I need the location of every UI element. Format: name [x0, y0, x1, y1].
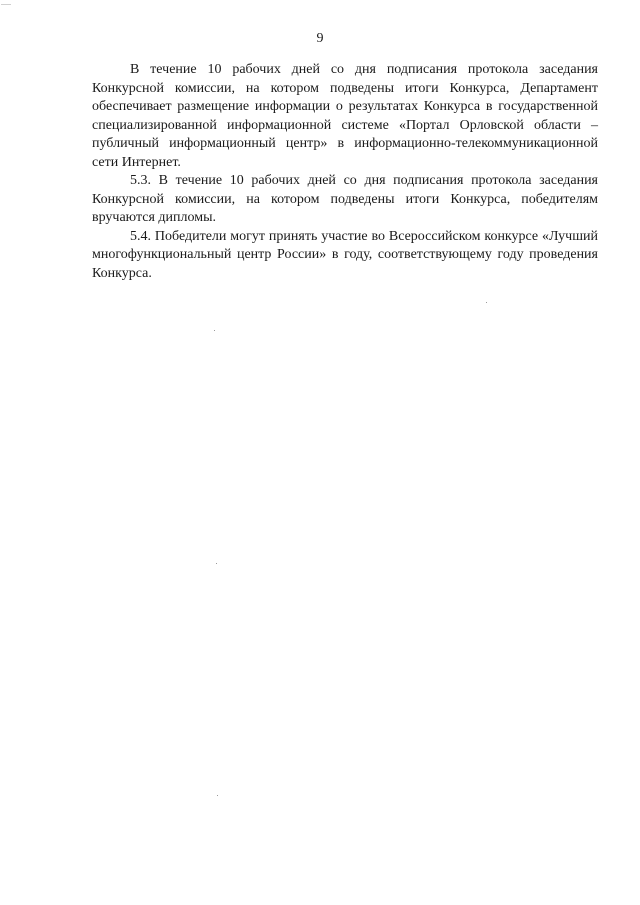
document-body: [92, 61, 598, 283]
scan-speck: [1, 4, 11, 5]
page-number: 9: [316, 31, 324, 46]
paragraph-5-4-national-contest: 5.4. Победители могут принять участие во Всероссийском конкурсе «Лучший многофункциональный центр России» в году, соответствующему году проведения Конкурса.: [92, 228, 598, 281]
scan-speck: [217, 795, 218, 796]
scan-speck: [216, 563, 217, 564]
paragraph-publication-notice: В течение 10 рабочих дней со дня подписания протокола заседания Конкурсной комиссии, на котором подведены итоги Конкурса, Департамент обеспечивает размещение информации о результатах Конкурса в государственной специализированной информационной системе «Портал Орловской области – публичный информационный центр» в информационно-телекоммуникационной сети Интернет.: [92, 62, 598, 170]
scan-speck: [214, 330, 215, 331]
paragraph-5-3-diplomas: 5.3. В течение 10 рабочих дней со дня подписания протокола заседания Конкурсной комиссии, на котором подведены итоги Конкурса, победителям вручаются дипломы.: [92, 173, 598, 225]
scan-speck: [486, 302, 487, 303]
